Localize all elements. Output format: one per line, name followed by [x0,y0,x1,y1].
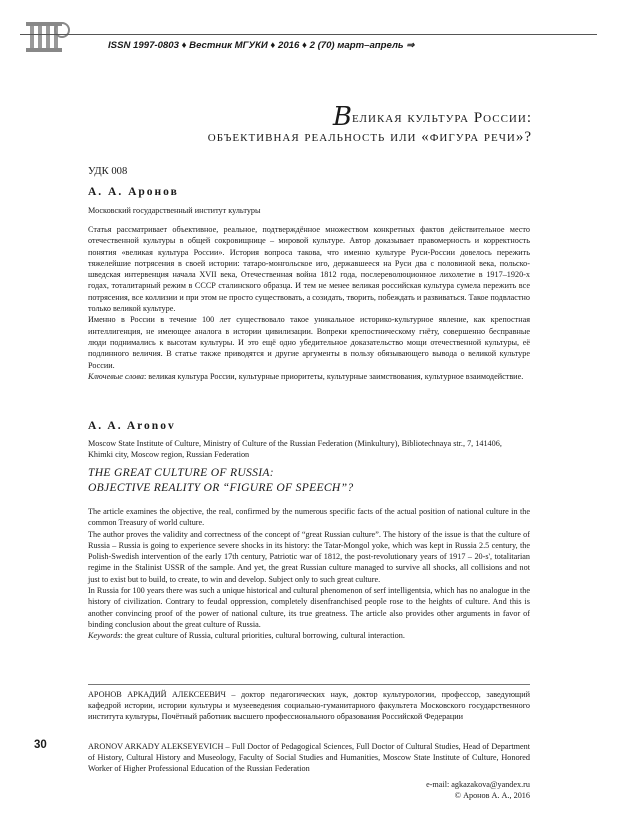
author-bio-ru: АРОНОВ АРКАДИЙ АЛЕКСЕЕВИЧ – доктор педагогических наук, доктор культурологии, профессор, заведующий кафедрой истории, истории культуры и музееведения социально-гуманитарного факультета Московского государственного института культуры, Почётный работник высшего профессионального образования Российской Федерации [88,690,530,722]
abstract-ru [88,224,530,382]
keywords-en-text: : the great culture of Russia, cultural priorities, cultural borrowing, cultural interaction. [120,631,405,641]
keywords-en-label: Keywords [88,631,121,641]
title-initial-letter: В [332,102,352,132]
author-name-ru: А. А. Аронов [88,186,179,198]
article-title-en [88,466,353,495]
keywords-ru-label: Ключевые слова [88,371,144,381]
abstract-ru-paragraph: Статья рассматривает объективное, реальное, подтверждённое множеством конкретных фактов действительное место отечественной культуры в общей сокровищнице – мировой культуре. Автор доказывает правомерность и корректность понятия «великая культура России». История вопроса такова, что именно культуре Руси-России довелось пережить тяжелейшие потрясения в своей истории: татаро-монгольское иго, державшееся на Руси два с половиной века, польско-шведская интервенция начала XVII века, Отечественная война 1812 года, послереволюционное лихолетие в 1917–1920-х годах, тоталитарный режим в СССР сталинского образца. И тем не менее великая российская культура сумела пережить все потрясения, все коллизии и при этом не просто существовать, а созидать, творить, побеждать и развиваться. Такое подвластно только великой культуре. [88,225,530,314]
abstract-en [88,506,530,642]
keywords-ru [88,371,530,382]
title-ru-line1: еликая культура России: [351,110,532,126]
article-title-ru [150,102,532,147]
keywords-en [88,630,530,641]
author-name-en: A. A. Aronov [88,420,176,432]
keywords-ru-text: : великая культура России, культурные приоритеты, культурные заимствования, культурное взаимодействие. [143,371,524,381]
abstract-en-paragraph: The article examines the objective, the real, confirmed by the numerous specific facts of the actual position of national culture in the common Treasury of world culture. [88,507,530,528]
header-rule [20,34,597,35]
author-email: e-mail: agkazakova@yandex.ru [426,780,530,789]
abstract-en-paragraph: The author proves the validity and correctness of the concept of “great Russian culture”. The history of the issue is that the culture of Russia – Russia is going to experience severe shocks in its history: the Tatar-Mongol yoke, which was kept in Russia 2.5 century, the Polish-Swedish intervention of the early 17th century, Patriotic war of 1812, the post-revolutionary years of 1917 – 20-s', totalitarian regime in the Stalinist USSR of the sample. And yet, the great Russian culture managed to survive all shocks, all collisions and not just to exist but to build, to create, to win and develop. Subject only to such great culture. [88,529,530,584]
abstract-en-paragraph: In Russia for 100 years there was such a unique historical and cultural phenomenon of serf intelligentsia, which has no analogue in the history of civilization. Contrary to feudal oppression, completely disenfranchised people rose to the heights of culture. And this is another convincing proof of the power of national culture, its true greatness. The article also provides other arguments in favor of binding conclusion about the great culture of Russia. [88,586,530,629]
title-en-line1: THE GREAT CULTURE OF RUSSIA: [88,466,274,479]
title-ru-line2: объективная реальность или «фигура речи»? [207,129,532,145]
affiliation-en: Moscow State Institute of Culture, Ministry of Culture of the Russian Federation (Minkultury), Bibliotechnaya str., 7, 141406, Khimki city, Moscow region, Russian Federation [88,439,502,460]
journal-header: ISSN 1997-0803 ♦ Вестник МГУКИ ♦ 2016 ♦ 2 (70) март–апрель ⇒ [108,40,415,51]
bio-separator [88,684,530,685]
author-bio-en: ARONOV ARKADY ALEKSEYEVICH – Full Doctor of Pedagogical Sciences, Full Doctor of Cultural Studies, Head of Department of History, Cultural History and Museology, Faculty of Social Studies and Humanities, Moscow State Institute of Culture, Honored Worker of Higher Professional Education of the Russian Federation [88,742,530,774]
copyright-line: © Аронов А. А., 2016 [454,791,530,800]
abstract-ru-paragraph: Именно в России в течение 100 лет существовало такое уникальное историко-культурное явление, как крепостная интеллигенция, не имеющее аналога в истории цивилизации. Вопреки крепостническому гнёту, совершенно бесправные люди поднимались к высотам культуры. И это ещё одно убедительное доказательство мощи отечественной культуры, её подлинного величия. В статье также приводятся и другие аргументы в пользу обязывающего вывода о великой культуре России. [88,315,530,370]
udc-code: УДК 008 [88,166,128,177]
affiliation-ru: Московский государственный институт культуры [88,206,261,215]
title-en-line2: OBJECTIVE REALITY OR “FIGURE OF SPEECH”? [88,480,354,494]
journal-logo-icon [22,18,76,58]
page-number: 30 [34,739,47,751]
